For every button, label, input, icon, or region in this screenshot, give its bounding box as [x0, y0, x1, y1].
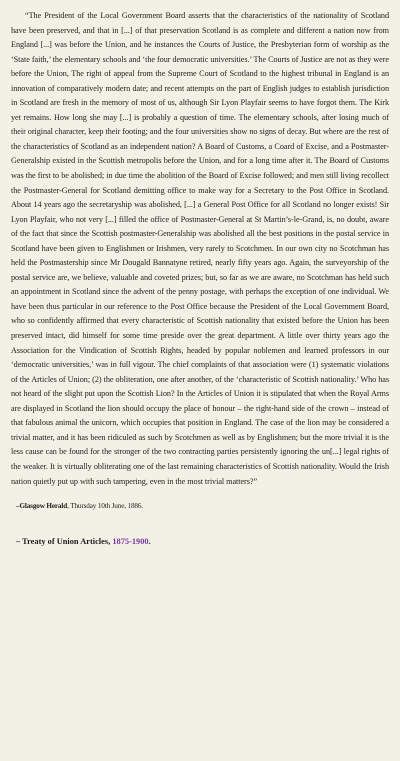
treaty-link-suffix: .: [148, 537, 151, 547]
treaty-years-link[interactable]: 1875-1900: [112, 537, 149, 547]
treaty-link-prefix: – Treaty of Union Articles,: [16, 537, 113, 547]
source-dash: –: [16, 502, 20, 511]
quote-source: [16, 502, 389, 510]
source-date: , Thursday 10th June, 1886.: [67, 502, 143, 511]
source-publication: Glasgow Herald: [19, 502, 68, 511]
treaty-link-line: [16, 537, 389, 546]
quote-body: “The President of the Local Government Board asserts that the characteristics of the nationality of Scotland have been preserved, and that in [...] of that preservation Scotland is as complete and different a nation now from England [...] was before the Union, and he instances the Courts of Justice, the Presbyterian form of worship as the ‘State faith,’ the elementary schools and ‘the four democratic universities.’ The Courts of Justice are not as they were before the Union, The right of appeal from the Supreme Court of Scotland to the highest tribunal in England is an innovation of comparatively modern date; and recent attempts on the part of English judges to establish jurisdiction in Scotland are fresh in the memory of most of us, although Sir Lyon Playfair seems to have forgot them. The Kirk yet remains. How long she may [...] is probably a question of time. The elementary schools, after losing much of their original character, keep their footing; and the four universities show no signs of decay. But where are the rest of the characteristics of Scotland as an independent nation? A Board of Customs, a Coard of Excise, and a Postmaster-Generalship existed in the Scottish metropolis before the Union, and for a long time after it. The Board of Customs was the first to be abolished; in due time the abolition of the Board of Excise followed; and men still living recollect the Postmaster-General for Scotland demitting office to make way for a Secretary to the Post Office in Scotland. About 14 years ago the secretaryship was abolished, [...] a General Post Office for all Scotland no longer exists! Sir Lyon Playfair, who not very [...] filled the office of Postmaster-General at St Martin’s-le-Grand, is, no doubt, aware of the fact that since the Scottish postmaster-Generalship was abolished all the best positions in the postal service in Scotland have been given to Englishmen or Irishmen, very rarely to Scotchmen. In our own city no Scotchman has held the Postmastership since Mr Dougald Bannatyne retired, nearly fifty years ago. Again, the surveyorship of the postal service are, we believe, valuable and coveted prizes; but, so far as we are aware, no Scotchman has held such an appointment in Scotland since the advent of the penny postage, with perhaps the exception of one individual. We have been thus particular in our reference to the Post Office because the President of the Local Government Board, who so confidently affirmed that every characteristic of Scottish nationality that existed before the Union has been preserved intact, did himself for some time preside over the great department. A little over thirty years ago the Association for the Vindication of Scottish Rights, headed by popular noblemen and learned professors in our ‘democratic universities,’ was in full vigour. The chief complaints of that association were (1) systematic violations of the Articles of Union; (2) the obliteration, one after another, of the ‘characteristic of Scottish nationality.’ Who has not heard of the slight put upon the Scottish Lion? In the Articles of Union it is stipulated that when the Royal Arms are displayed in Scotland the lion should occupy the place of honour – the right-hand side of the crown – instead of that fabulous animal the unicorn, which occupies that position in England. The case of the lion may be considered a trivial matter, and it has been ridiculed as such by Scotchmen as well as by Englishmen; but the more trivial it is the less cause can be found for the stronger of the two contracting parties persistently ignoring the un[...] legal rights of the weaker. It is virtually obliterating one of the last remaining characteristics of Scottish nationality. Would the Irish nation quietly put up with such tampering, even in the most trivial matters?”: [11, 11, 389, 486]
